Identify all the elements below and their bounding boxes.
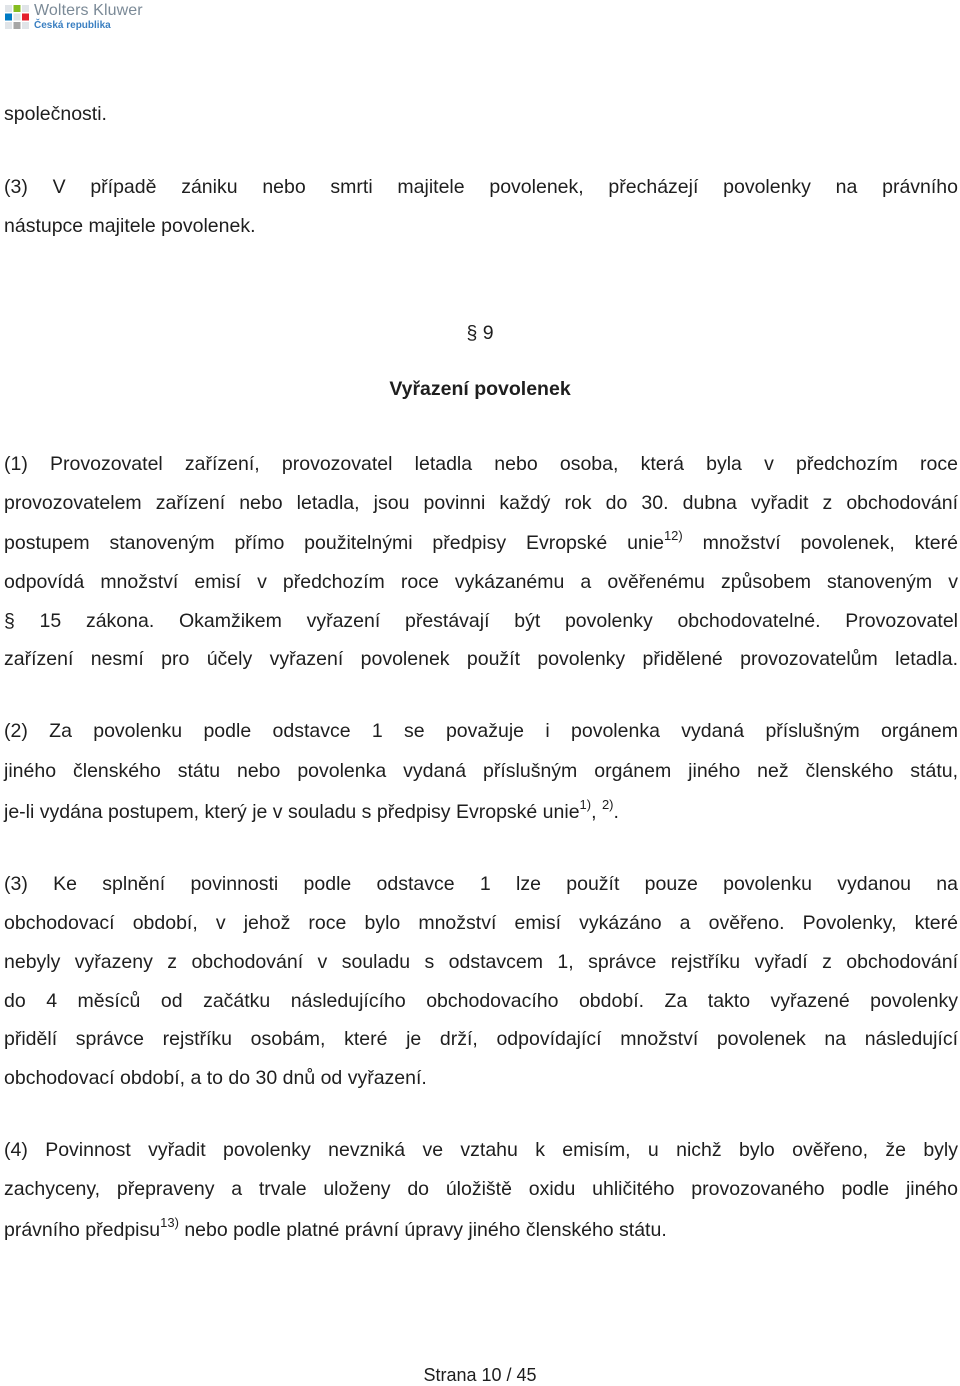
paragraph-line: (3) V případě zániku nebo smrti majitele povolenek, přecházejí povolenky na právního <box>4 176 958 198</box>
text-span: postupem stanoveným přímo použitelnými předpisy Evropské unie <box>4 532 664 554</box>
footnote-ref: 12) <box>663 527 683 543</box>
paragraph-line: (1) Provozovatel zařízení, provozovatel letadla nebo osoba, která byla v předchozím roce <box>4 453 958 475</box>
paragraph-line: do 4 měsíců od začátku následujícího obchodovacího období. Za takto vyřazené povolenky <box>4 990 958 1012</box>
paragraph-line: provozovatelem zařízení nebo letadla, jsou povinni každý rok do 30. dubna vyřadit z obchodování <box>4 492 958 514</box>
paragraph-line: nebyly vyřazeny z obchodování v souladu s odstavcem 1, správce rejstříku vyřadí z obchodování <box>4 951 958 973</box>
text-span: právního předpisu <box>4 1219 161 1241</box>
paragraph-line: přidělí správce rejstříku osobám, které je drží, odpovídající množství povolenek na následující <box>4 1028 958 1050</box>
section-title: Vyřazení povolenek <box>389 378 571 400</box>
footnote-ref: 13) <box>160 1214 179 1230</box>
paragraph-line: obchodovací období, a to do 30 dnů od vyřazení. <box>4 1067 427 1089</box>
paragraph-line: zachyceny, přepraveny a trvale uloženy do úložiště oxidu uhličitého provozovaného podle jiného <box>4 1178 958 1200</box>
publisher-logo <box>4 3 143 31</box>
paragraph-line: odpovídá množství emisí v předchozím roce vykázanému a ověřenému způsobem stanoveným v <box>4 571 958 593</box>
paragraph-line <box>4 1214 958 1242</box>
brand-subtitle: Česká republika <box>34 20 111 31</box>
text-span: nebo podle platné právní úpravy jiného členského státu. <box>178 1219 667 1241</box>
paragraph-line: § 15 zákona. Okamžikem vyřazení přestávají být povolenky obchodovatelné. Provozovatel <box>4 610 958 632</box>
paragraph-line: obchodovací období, v jehož roce bylo množství emisí vykázáno a ověřeno. Povolenky, které <box>4 912 958 934</box>
text-span: je-li vydána postupem, který je v souladu s předpisy Evropské unie <box>4 801 580 823</box>
paragraph-line: zařízení nesmí pro účely vyřazení povolenek použít povolenky přidělené provozovatelům letadla. <box>4 648 958 670</box>
paragraph-line <box>4 796 958 824</box>
paragraph-line: jiného členského státu nebo povolenka vydaná příslušným orgánem jiného než členského státu, <box>4 760 958 782</box>
text-span: množství povolenek, které <box>682 532 958 554</box>
paragraph-line <box>4 527 958 555</box>
paragraph-line: (2) Za povolenku podle odstavce 1 se považuje i povolenka vydaná příslušným orgánem <box>4 720 958 742</box>
paragraph-line: (4) Povinnost vyřadit povolenky nevzniká ve vztahu k emisím, u nichž bylo ověřeno, že byly <box>4 1139 958 1161</box>
text-line: společnosti. <box>4 103 107 125</box>
paragraph-line: nástupce majitele povolenek. <box>4 215 256 237</box>
brand-name: Wolters Kluwer <box>34 2 143 19</box>
footnote-ref: 1) <box>579 796 592 812</box>
footnote-ref: 2) <box>601 796 614 812</box>
section-number: § 9 <box>466 322 494 344</box>
text-span: . <box>613 801 619 823</box>
text-span: , <box>591 801 602 823</box>
paragraph-line: (3) Ke splnění povinnosti podle odstavce 1 lze použít pouze povolenku vydanou na <box>4 873 958 895</box>
wolters-kluwer-logo-icon <box>4 4 30 30</box>
page-number: Strana 10 / 45 <box>423 1365 537 1385</box>
